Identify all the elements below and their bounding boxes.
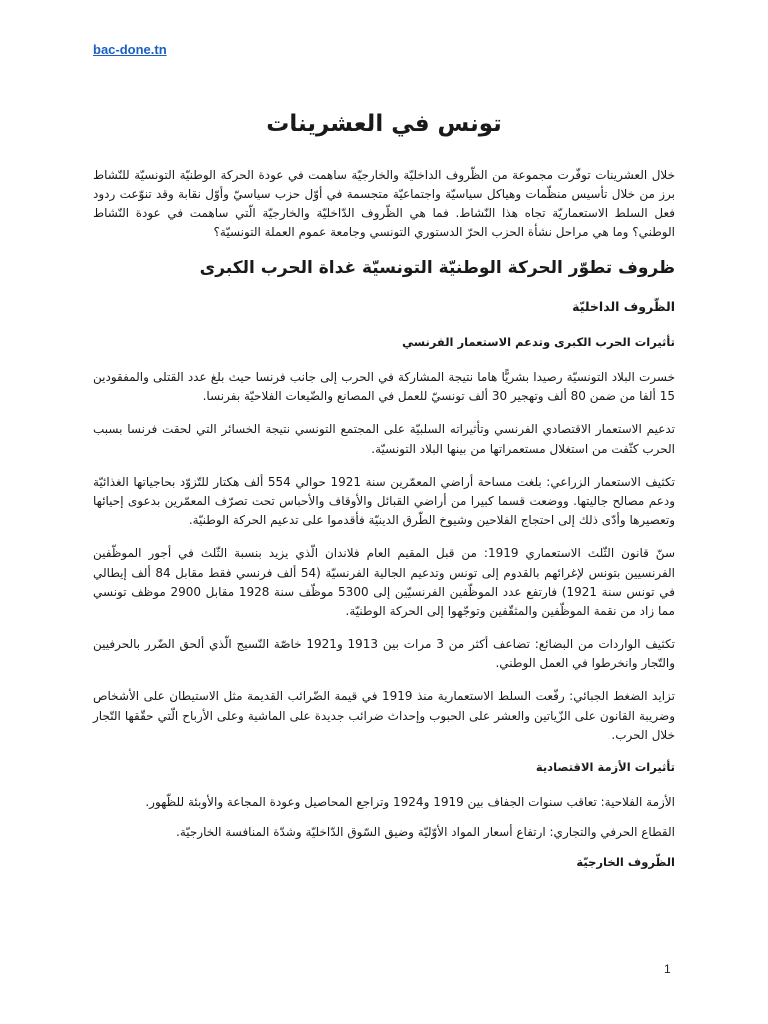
external-conditions-heading: الظّروف الخارجيّة [576, 854, 675, 869]
intro-paragraph: خلال العشرينات توفّرت مجموعة من الظّروف الداخليّة والخارجيّة ساهمت في عودة الحركة الوطنيّة التونسيّة للنّشاط برز من خلال تأسيس منظّمات وهياكل سياسيّة واجتماعيّة متجسمة في أوّل حزب سياسيّ وأوّل نقابة وقد تنوّعت ردود فعل السلط الاستعماريّة تجاه هذا النّشاط. فما هي الظّروف الدّاخليّة والخارجيّة الّتي ساهمت في عودة النّشاط الوطني؟ وما هي مراحل نشأة الحزب الحرّ الدستوري التونسي وجامعة عموم العملة التونسيّة؟ [93, 167, 675, 240]
paragraph-third-law: سنّ قانون الثّلث الاستعماري 1919: من قبل المقيم العام فلاندان الّذي يزيد بنسبة الثّلث في أجور الموظّفين الفرنسيين بتونس لإغرائهم بالقدوم إلى تونس وتدعيم الجالية الفرنسيّة (54 ألف فرنسي فقط مقابل 84 ألف إيطالي في تونس سنة 1921) فارتفع عدد الموظّفين الفرنسيّين إلى 5300 موظّف سنة 1928 مقابل 2900 موظف تونسي مما زاد من نقمة الموظّفين والمثقّفين وتوجّهوا إلى الحركة الوطنيّة. [93, 546, 676, 618]
list-item-craft-trade-sector: القطاع الحرفي والتجاري: ارتفاع أسعار المواد الأوّليّة وضيق السّوق الدّاخليّة وشدّة المنافسة الخارجيّة. [176, 825, 675, 840]
paragraph-tax-pressure: تزايد الضغط الجبائي: رفّعت السلط الاستعمارية منذ 1919 في قيمة الضّرائب القديمة مثل الاستيطان على الأشخاص وضريبة القانون على الزّياتين والعشر على الحبوب وإحداث ضرائب جديدة على الماشية وعلى الأرباح الّتي حقّقها التّجار خلال الحرب. [93, 689, 675, 742]
site-link[interactable]: bac-done.tn [93, 42, 167, 57]
paragraph-agricultural-colonialism: تكثيف الاستعمار الزراعي: بلغت مساحة أراضي المعمّرين سنة 1921 حوالي 554 ألف هكتار للتّزوّد بحاجياتها الغذائيّة ودعم مصالح جاليتها. ووضعت قسما كبيرا من أراضي القبائل والأوقاف والأحباس تحت تصرّف المعمّرين بدعوى إحيائها وتعصيرها وأدّى ذلك إلى احتجاج الفلاحين وشيوخ الطّرق الدينيّة فأقدموا على تدعيم الحركة الوطنيّة. [93, 474, 675, 528]
document-body [93, 110, 675, 888]
paragraph-imports: تكثيف الواردات من البضائع: تضاعف أكثر من 3 مرات بين 1913 و1921 خاصّة النّسيج الّذي ألحق الضّرر بالحرفيين والتّجار وانخرطوا في العمل الوطني. [93, 637, 676, 671]
economic-crisis-heading: تأثيرات الأزمة الاقتصادية [535, 760, 675, 775]
document-title: تونس في العشرينات [266, 111, 502, 137]
internal-conditions-heading: الظّروف الداخليّة [572, 299, 675, 315]
paragraph-human-losses: خسرت البلاد التونسيّة رصيدا بشريًّا هاما نتيجة المشاركة في الحرب إلى جانب فرنسا حيث بلغ عدد القتلى والمفقودين 15 ألفا من ضمن 80 ألف وتهجير 30 ألف تونسيّ للعمل في المصانع والضّيعات الفلاحيّة بفرنسا. [93, 370, 675, 404]
war-effects-heading: تأثيرات الحرب الكبرى وتدعم الاستعمار الفرنسي [402, 334, 675, 349]
list-item-agricultural-crisis: الأزمة الفلاحية: تعاقب سنوات الجفاف بين 1919 و1924 وتراجع المحاصيل وعودة المجاعة والأوبئة للظّهور. [145, 795, 675, 810]
page-number: 1 [664, 962, 671, 976]
paragraph-economic-colonialism: تدعيم الاستعمار الاقتصادي الفرنسي وتأثيراته السلبيّة على المجتمع التونسي نتيجة الخسائر التي لحقت فرنسا بسبب الحرب كثّفت من استغلال مستعمراتها من بينها البلاد التونسيّة. [93, 422, 675, 456]
section-title: ظروف تطوّر الحركة الوطنيّة التونسيّة غداة الحرب الكبرى [199, 257, 675, 278]
